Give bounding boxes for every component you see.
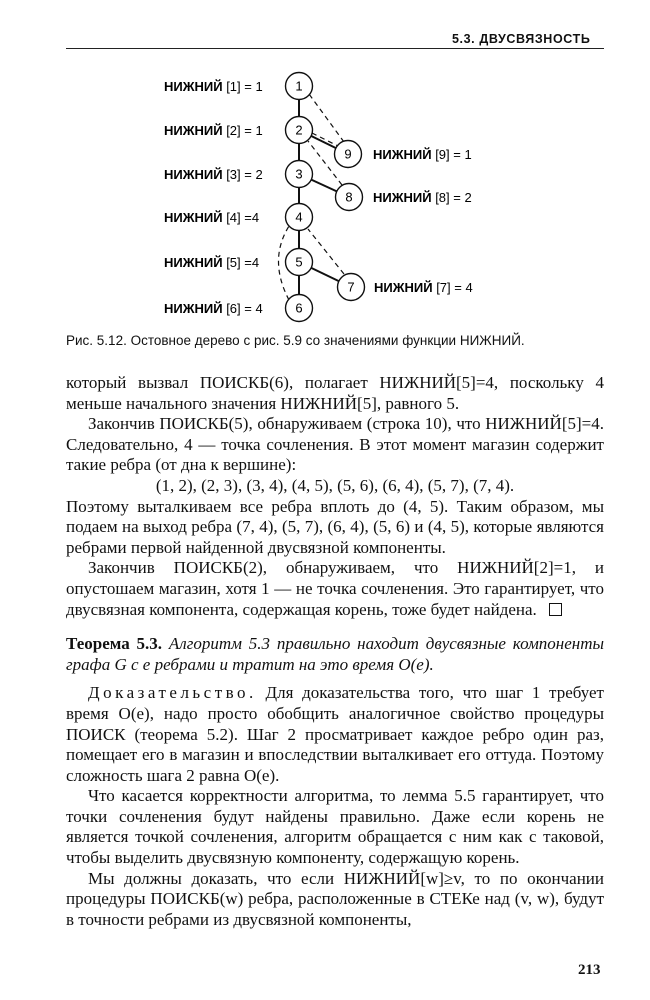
node-label: 2 <box>295 122 303 138</box>
header-rule <box>66 48 604 49</box>
proof-heading: Доказательство. <box>88 683 257 703</box>
node-label: 1 <box>295 78 303 94</box>
node-label: 5 <box>295 254 303 270</box>
node-label: 3 <box>295 166 303 182</box>
low-label: НИЖНИЙ [9] = 1 <box>373 147 472 162</box>
tree-node <box>286 295 313 322</box>
theorem-statement: Алгоритм 5.3 правильно находит двусвязные компоненты графа G с e ребрами и тратит на это время O(e). <box>66 634 605 674</box>
tree-node <box>338 274 365 301</box>
body-text <box>66 373 604 930</box>
paragraph <box>66 558 604 620</box>
low-label: НИЖНИЙ [4] =4 <box>164 210 260 225</box>
theorem <box>66 634 604 675</box>
tree-node <box>286 117 313 144</box>
low-label: НИЖНИЙ [5] =4 <box>164 255 260 270</box>
node-label: 7 <box>347 279 355 295</box>
paragraph-text: Закончив ПОИСКБ(2), обнаруживаем, что НИЖНИЙ[2]=1, и опустошаем магазин, хотя 1 — не точка сочленения. Это гарантирует, что двусвязная компонента, содержащая корень, тоже будет найдена. <box>66 558 604 619</box>
spanning-tree-figure <box>0 55 650 330</box>
paragraph-text: Для доказательства того, что шаг 1 требует время O(e), надо просто обобщить аналогичное свойство процедуры ПОИСК (теорема 5.2). Шаг 2 просматривает каждое ребро один раз, помещает его в магазин и впоследствии выталкивает его оттуда. Поэтому сложность шага 2 равна O(e). <box>66 683 604 785</box>
qed-square-icon <box>549 603 562 616</box>
tree-node <box>286 73 313 100</box>
back-edge-9-2a <box>312 133 340 147</box>
tree-node <box>335 141 362 168</box>
theorem-title: Теорема 5.3. <box>66 634 163 654</box>
edge-list: (1, 2), (2, 3), (3, 4), (4, 5), (5, 6), (6, 4), (5, 7), (7, 4). <box>155 475 515 495</box>
paragraph: Поэтому выталкиваем все ребра вплоть до (4, 5). Таким образом, мы подаем на выход ребра (7, 4), (5, 7), (6, 4), (5, 6) и (4, 5), которые являются ребрами первой найденной двусвязной компоненты. <box>66 496 604 557</box>
paragraph <box>66 683 604 786</box>
node-label: 9 <box>344 146 352 162</box>
node-label: 4 <box>295 209 303 225</box>
back-edge-9-1 <box>309 94 344 142</box>
back-edge-7-4 <box>308 229 344 274</box>
paragraph: Что касается корректности алгоритма, то лемма 5.5 гарантирует, что точки сочленения будут найдены правильно. Даже если корень не является точкой сочленения, алгоритм обращается с ним как с таковой, чтобы выделить двусвязную компоненту, содержащую корень. <box>66 786 604 868</box>
low-label: НИЖНИЙ [2] = 1 <box>164 123 263 138</box>
node-label: 8 <box>345 189 353 205</box>
low-label: НИЖНИЙ [6] = 4 <box>164 301 263 316</box>
tree-node <box>286 161 313 188</box>
tree-node <box>286 204 313 231</box>
tree-node <box>286 249 313 276</box>
page-number: 213 <box>578 962 601 978</box>
paragraph: Закончив ПОИСКБ(5), обнаруживаем (строка 10), что НИЖНИЙ[5]=4. Следовательно, 4 — точка сочленения. В этот момент магазин содержит такие ребра (от дна к вершине): <box>66 414 604 475</box>
running-head: 5.3. ДВУСВЯЗНОСТЬ <box>452 32 591 46</box>
low-label: НИЖНИЙ [8] = 2 <box>373 190 472 205</box>
figure-caption: Рис. 5.12. Остовное дерево с рис. 5.9 со значениями функции НИЖНИЙ. <box>66 333 525 348</box>
low-label: НИЖНИЙ [7] = 4 <box>374 280 473 295</box>
node-label: 6 <box>295 300 303 316</box>
tree-node <box>336 184 363 211</box>
paragraph: Мы должны доказать, что если НИЖНИЙ[w]≥v, то по окончании процедуры ПОИСКБ(w) ребра, расположенные в СТЕКе над (v, w), будут в точности ребрами из двусвязной компоненты, <box>66 868 604 929</box>
low-label: НИЖНИЙ [1] = 1 <box>164 79 263 94</box>
low-label: НИЖНИЙ [3] = 2 <box>164 167 263 182</box>
paragraph: который вызвал ПОИСКБ(6), полагает НИЖНИЙ[5]=4, поскольку 4 меньше начального значения НИЖНИЙ[5], равного 5. <box>66 373 604 413</box>
